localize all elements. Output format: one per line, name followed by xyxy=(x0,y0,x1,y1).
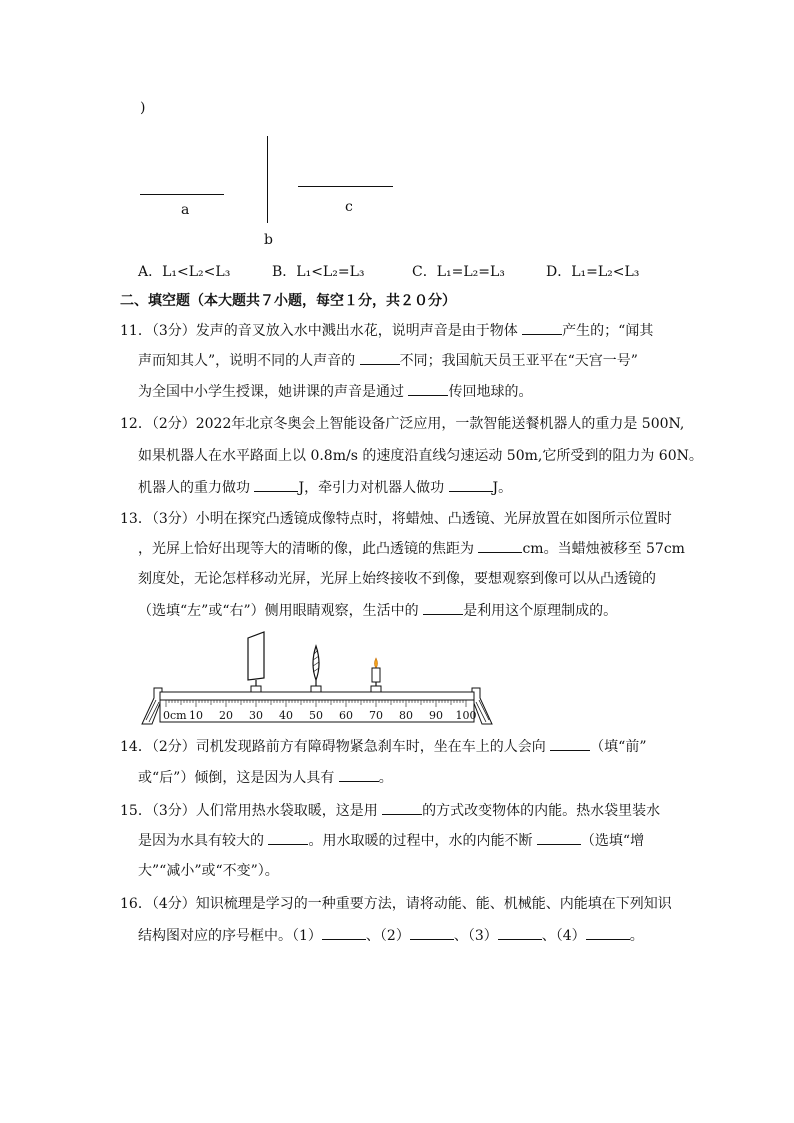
option-d: D．L₁=L₂<L₃ xyxy=(546,264,640,280)
answer-blank[interactable] xyxy=(423,600,463,615)
tick-label: 80 xyxy=(399,709,413,722)
label-a: a xyxy=(181,202,190,218)
line-a xyxy=(140,194,224,195)
answer-blank[interactable] xyxy=(254,477,298,492)
tick-label: 10 xyxy=(189,709,203,722)
tick-label: 30 xyxy=(249,709,263,722)
tick-label: 60 xyxy=(339,709,353,722)
answer-blank[interactable] xyxy=(382,800,422,815)
answer-blank[interactable] xyxy=(408,381,448,396)
tick-label: 90 xyxy=(429,709,443,722)
answer-blank[interactable] xyxy=(268,830,308,845)
answer-blank[interactable] xyxy=(550,736,590,751)
option-a: A．L₁<L₂<L₃ xyxy=(138,264,231,280)
option-b: B．L₁<L₂=L₃ xyxy=(272,264,365,280)
answer-blank[interactable] xyxy=(586,925,630,940)
flame-icon xyxy=(375,658,378,668)
answer-blank[interactable] xyxy=(339,767,379,782)
tick-label: 20 xyxy=(219,709,233,722)
answer-blank[interactable] xyxy=(449,477,493,492)
answer-blank[interactable] xyxy=(522,320,562,335)
line-c xyxy=(298,186,393,187)
option-c: C．L₁=L₂=L₃ xyxy=(412,264,505,280)
label-c: c xyxy=(345,199,353,215)
candle xyxy=(371,658,381,692)
optical-bench-figure xyxy=(138,628,498,732)
tick-label: 40 xyxy=(279,709,293,722)
answer-blank[interactable] xyxy=(478,538,522,553)
convex-lens xyxy=(311,646,321,692)
answer-blank[interactable] xyxy=(498,925,542,940)
answer-blank[interactable] xyxy=(537,830,581,845)
label-b: b xyxy=(264,232,273,248)
answer-blank[interactable] xyxy=(322,925,366,940)
tick-label: 0cm xyxy=(163,709,187,722)
tick-label: 50 xyxy=(309,709,323,722)
light-screen xyxy=(248,632,264,692)
tick-label: 100 xyxy=(455,709,477,722)
bench-rail-top xyxy=(160,692,474,700)
answer-blank[interactable] xyxy=(410,925,454,940)
prev-question-tail: ) xyxy=(140,100,146,116)
left-support xyxy=(142,688,162,724)
answer-blank[interactable] xyxy=(360,350,400,365)
line-b xyxy=(267,136,268,223)
tick-label: 70 xyxy=(369,709,383,722)
section-title: 二、填空题（本大题共７小题，每空１分，共２０分） xyxy=(120,293,456,309)
